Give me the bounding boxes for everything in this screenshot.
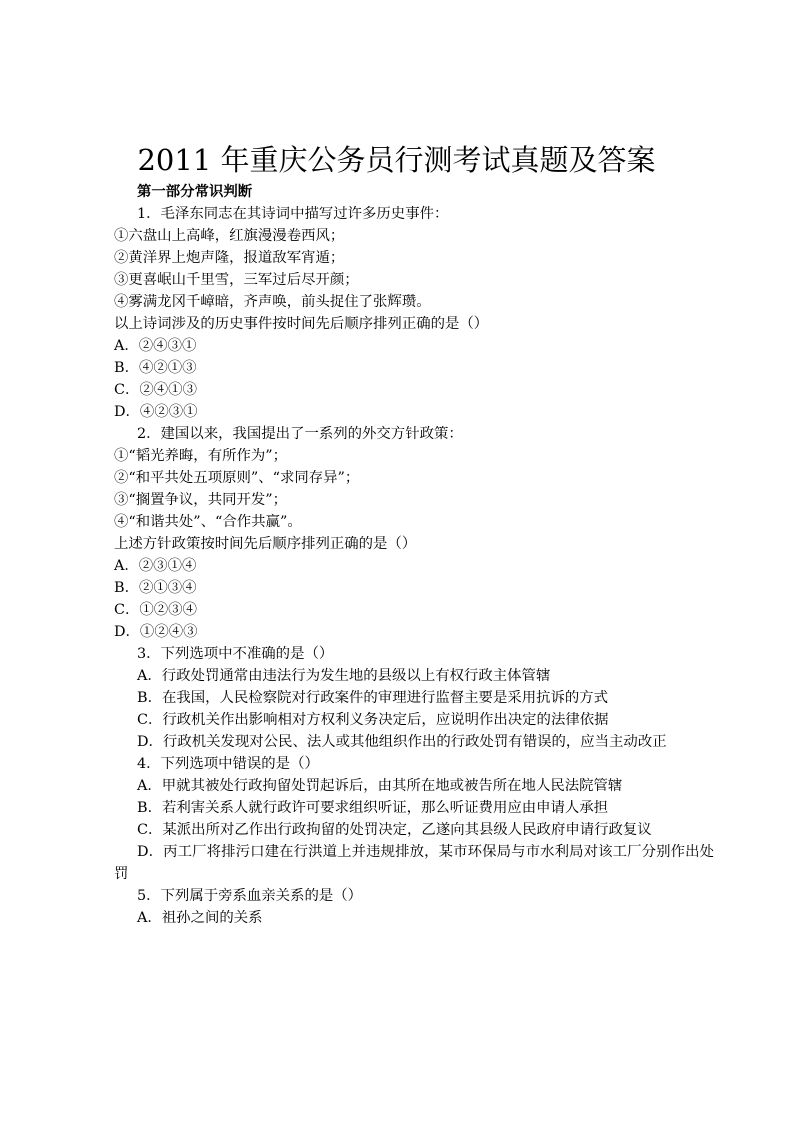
q1-item: ②黄洋界上炮声隆，报道敌军宵遁； [114,250,345,266]
q1-item: ③更喜岷山千里雪，三军过后尽开颜； [114,272,359,288]
q1-option-c: C．②④①③ [114,382,197,398]
q4-option-d: D．丙工厂将排污口建在行洪道上并违规排放，某市环保局与市水利局对该工厂分别作出处罚 [114,844,714,882]
q2-option-b: B．②①③④ [114,580,197,596]
q4-stem: 4．下列选项中错误的是（） [137,756,319,772]
document-title: 2011 年重庆公务员行测考试真题及答案 [137,143,656,177]
q1-item: ④雾满龙冈千嶂暗，齐声唤，前头捉住了张辉瓒。 [114,294,431,310]
q1-stem: 1．毛泽东同志在其诗词中描写过许多历史事件： [137,206,449,222]
q1-question: 以上诗词涉及的历史事件按时间先后顺序排列正确的是（） [114,316,489,332]
document-body [114,181,714,929]
q4-option-b: B．若利害关系人就行政许可要求组织听证，那么听证费用应由申请人承担 [137,800,609,816]
q3-option-a: A．行政处罚通常由违法行为发生地的县级以上有权行政主体管辖 [137,668,551,684]
q5-option-a: A．祖孙之间的关系 [137,910,263,926]
q2-item: ①“韬光养晦，有所作为”； [114,448,288,464]
q1-item: ①六盘山上高峰，红旗漫漫卷西风； [114,228,345,244]
q1-option-b: B．④②①③ [114,360,197,376]
q3-option-c: C．行政机关作出影响相对方权利义务决定后，应说明作出决定的法律依据 [137,712,609,728]
q2-question: 上述方针政策按时间先后顺序排列正确的是（） [114,536,417,552]
q2-stem: 2．建国以来，我国提出了一系列的外交方针政策： [137,426,463,442]
q3-option-d: D．行政机关发现对公民、法人或其他组织作出的行政处罚有错误的，应当主动改正 [137,734,667,750]
q2-item: ③“搁置争议，共同开发”； [114,492,288,508]
q4-option-a: A．甲就其被处行政拘留处罚起诉后，由其所在地或被告所在地人民法院管辖 [137,778,623,794]
q2-option-d: D．①②④③ [114,624,198,640]
q2-option-c: C．①②③④ [114,602,197,618]
q2-item: ②“和平共处五项原则”、“求同存异”； [114,470,360,486]
q4-option-c: C．某派出所对乙作出行政拘留的处罚决定，乙遂向其县级人民政府申请行政复议 [137,822,652,838]
q1-option-d: D．④②③① [114,404,198,420]
q3-option-b: B．在我国，人民检察院对行政案件的审理进行监督主要是采用抗诉的方式 [137,690,609,706]
q5-stem: 5．下列属于旁系血亲关系的是（） [137,888,363,904]
q1-option-a: A．②④③① [114,338,197,354]
q3-stem: 3．下列选项中不准确的是（） [137,646,334,662]
q2-option-a: A．②③①④ [114,558,197,574]
q2-item: ④“和谐共处”、“合作共赢”。 [114,514,302,530]
section-heading: 第一部分常识判断 [137,183,253,200]
